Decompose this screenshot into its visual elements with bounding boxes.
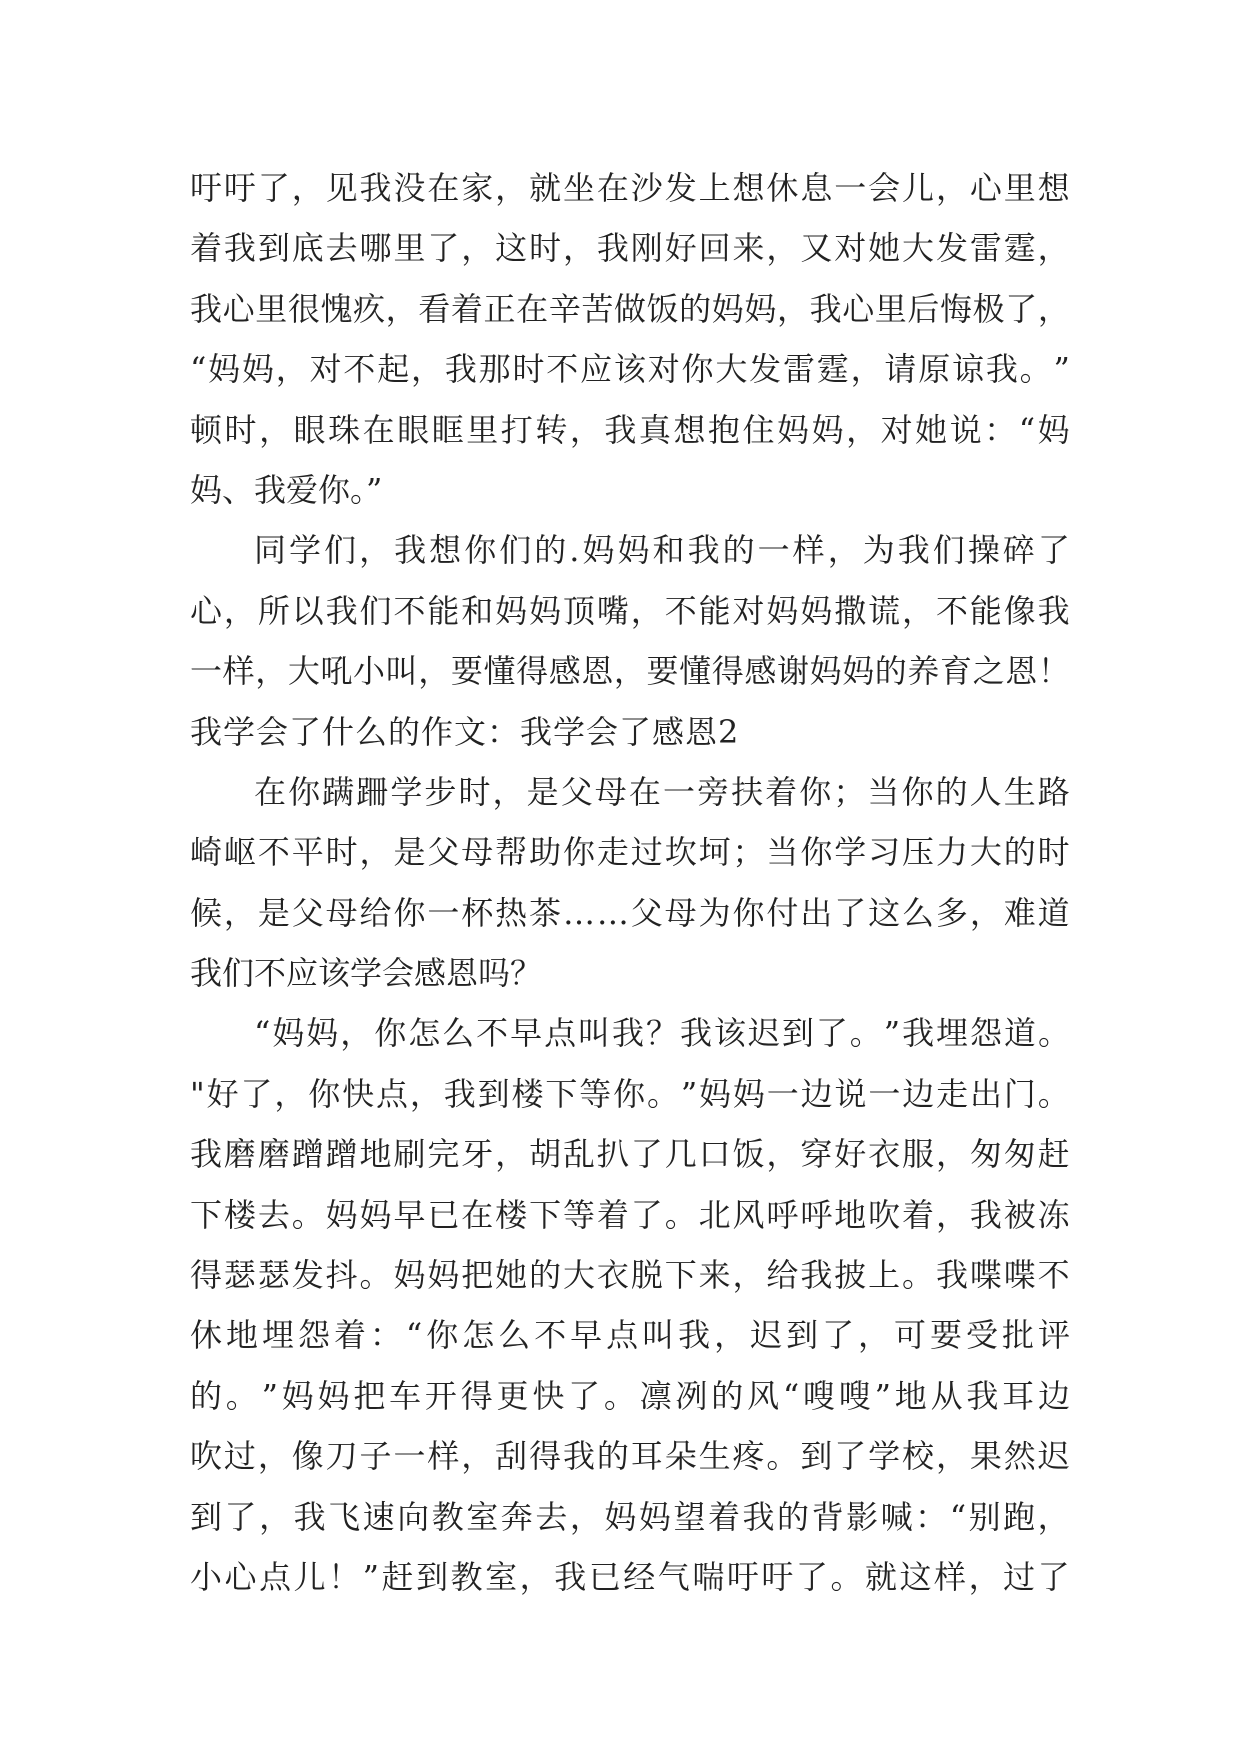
text-line: " 好 了 ， 你 快 点 ， 我 到 楼 下 等 你 。 ” 妈 妈 一 边 说 一 边 走 出 门 。 (190, 1074, 1070, 1113)
text-line: 吁 吁 了 ， 见 我 没 在 家 ， 就 坐 在 沙 发 上 想 休 息 一 会 儿 ， 心 里 想 (190, 169, 1070, 207)
text-line: 候 ， 是 父 母 给 你 一 杯 热 茶 … … 父 母 为 你 付 出 了 这 么 多 ， 难 道 (190, 893, 1070, 932)
text-line: 崎 岖 不 平 时 ， 是 父 母 帮 助 你 走 过 坎 坷 ； 当 你 学 习 压 力 大 的 时 (190, 833, 1070, 872)
paragraph-first-line: 同 学 们 ， 我 想 你 们 的 . 妈 妈 和 我 的 一 样 ， 为 我 们 操 碎 了 (254, 531, 1070, 570)
text-line: 着 我 到 底 去 哪 里 了 ， 这 时 ， 我 刚 好 回 来 ， 又 对 她 大 发 雷 霆 ， (190, 229, 1070, 268)
text-line: “ 妈 妈 ， 对 不 起 ， 我 那 时 不 应 该 对 你 大 发 雷 霆 ， 请 原 谅 我 。 ” (190, 350, 1070, 389)
text-line: 得 瑟 瑟 发 抖 。 妈 妈 把 她 的 大 衣 脱 下 来 ， 给 我 披 上 。 我 喋 喋 不 (190, 1256, 1070, 1295)
section-heading: 我学会了什么的作文：我学会了感恩2 (190, 712, 740, 751)
text-line: 我 磨 磨 蹭 蹭 地 刷 完 牙 ， 胡 乱 扒 了 几 口 饭 ， 穿 好 衣 服 ， 匆 匆 赶 (190, 1135, 1070, 1174)
text-line: 的 。 ” 妈 妈 把 车 开 得 更 快 了 。 凛 冽 的 风 “ 嗖 嗖 ” 地 从 我 耳 边 (190, 1376, 1070, 1415)
text-line: 我们不应该学会感恩吗？ (190, 954, 543, 993)
text-line: 小 心 点 儿 ！ ” 赶 到 教 室 ， 我 已 经 气 喘 吁 吁 了 。 就 这 样 ， 过 了 (190, 1557, 1070, 1596)
text-line: 一 样 ， 大 吼 小 叫 ， 要 懂 得 感 恩 ， 要 懂 得 感 谢 妈 妈 的 养 育 之 恩 ！ (190, 652, 1070, 691)
text-line: 下 楼 去 。 妈 妈 早 已 在 楼 下 等 着 了 。 北 风 呼 呼 地 吹 着 ， 我 被 冻 (190, 1195, 1070, 1234)
text-line: 到 了 ， 我 飞 速 向 教 室 奔 去 ， 妈 妈 望 着 我 的 背 影 喊 ： “ 别 跑 ， (190, 1497, 1070, 1536)
paragraph-first-line: “ 妈 妈 ， 你 怎 么 不 早 点 叫 我 ？ 我 该 迟 到 了 。 ” 我 埋 怨 道 。 (254, 1014, 1070, 1053)
text-line: 我 心 里 很 愧 疚 ， 看 着 正 在 辛 苦 做 饭 的 妈 妈 ， 我 心 里 后 悔 极 了 ， (190, 289, 1070, 328)
paragraph-first-line: 在 你 蹒 跚 学 步 时 ， 是 父 母 在 一 旁 扶 着 你 ； 当 你 的 人 生 路 (254, 772, 1070, 811)
text-line: 吹 过 ， 像 刀 子 一 样 ， 刮 得 我 的 耳 朵 生 疼 。 到 了 学 校 ， 果 然 迟 (190, 1437, 1070, 1476)
text-line: 妈、我爱你。” (190, 470, 383, 509)
text-line: 顿 时 ， 眼 珠 在 眼 眶 里 打 转 ， 我 真 想 抱 住 妈 妈 ， 对 她 说 ： “ 妈 (190, 410, 1070, 449)
text-line: 休 地 埋 怨 着 ： “ 你 怎 么 不 早 点 叫 我 ， 迟 到 了 ， 可 要 受 批 评 (190, 1316, 1070, 1355)
text-line: 心 ， 所 以 我 们 不 能 和 妈 妈 顶 嘴 ， 不 能 对 妈 妈 撒 谎 ， 不 能 像 我 (190, 591, 1070, 630)
essay-body (190, 158, 1070, 1607)
